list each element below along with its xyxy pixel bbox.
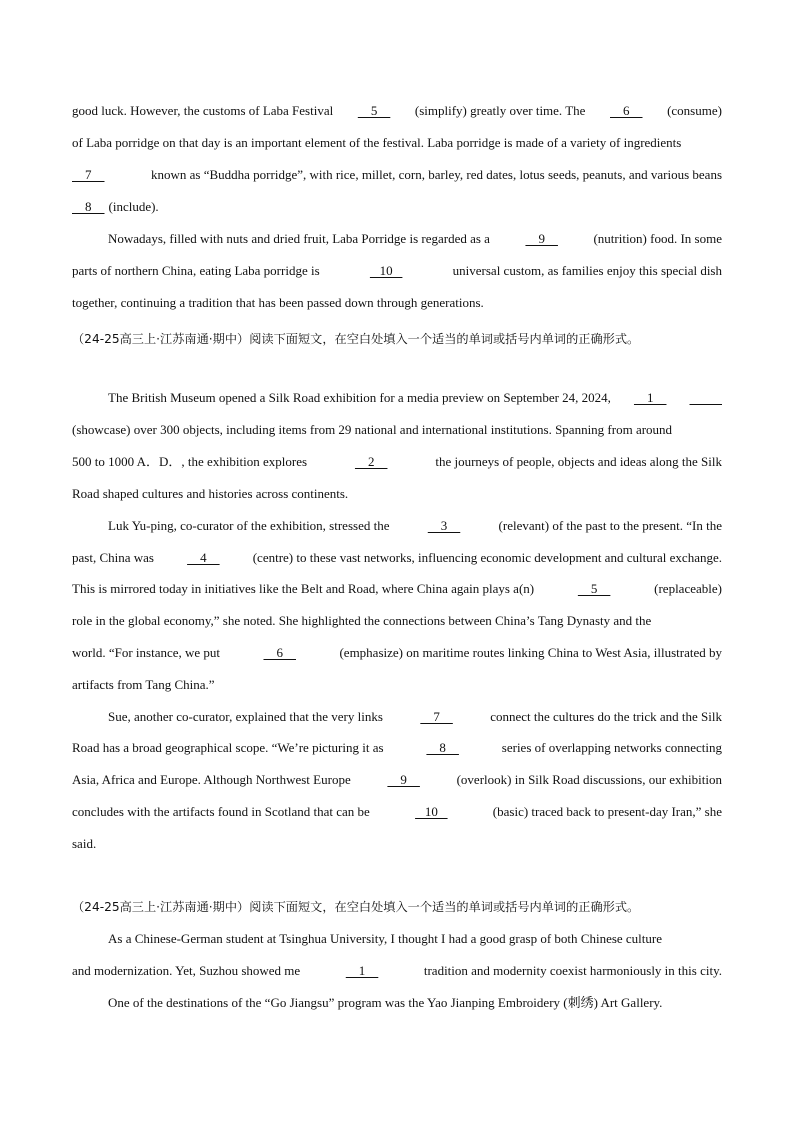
text-line xyxy=(72,771,722,789)
text-run: (include). xyxy=(108,199,159,214)
text-line xyxy=(72,739,722,757)
answer-blank[interactable]: 2 xyxy=(354,454,388,469)
text-run: (consume) xyxy=(667,103,722,118)
text-run: (overlook) in Silk Road discussions, our exhibition xyxy=(456,772,722,787)
text-line xyxy=(72,294,722,312)
text-run: known as “Buddha porridge”, with rice, millet, corn, barley, red dates, lotus seeds, peanuts, and various beans xyxy=(151,167,722,182)
answer-blank[interactable]: 9 xyxy=(525,231,558,246)
text-line xyxy=(72,549,722,567)
text-run: good luck. However, the customs of Laba Festival xyxy=(72,103,334,118)
text-run: connect the cultures do the trick and the Silk xyxy=(490,709,722,724)
answer-blank[interactable]: 5 xyxy=(357,103,391,118)
text-run: Road has a broad geographical scope. “We’re picturing it as xyxy=(72,740,384,755)
text-run: One of the destinations of the “Go Jiangsu” program was the Yao Jianping Embroidery (刺绣) Art Gallery. xyxy=(108,995,663,1010)
text-line xyxy=(72,102,722,120)
text-line xyxy=(108,517,722,535)
text-line xyxy=(72,835,722,853)
text-line xyxy=(72,962,722,980)
text-run: (simplify) greatly over time. The xyxy=(414,103,586,118)
text-line xyxy=(108,230,722,248)
text-line xyxy=(72,580,722,598)
text-run: Asia, Africa and Europe. Although Northwest Europe xyxy=(72,772,351,787)
answer-blank[interactable]: 8 xyxy=(426,740,459,755)
answer-blank[interactable]: 5 xyxy=(577,581,611,596)
text-run: (emphasize) on maritime routes linking China to West Asia, illustrated by xyxy=(339,645,722,660)
text-line xyxy=(72,166,722,184)
answer-blank[interactable]: 8 xyxy=(72,199,105,214)
text-run: role in the global economy,” she noted. She highlighted the connections between China’s Tang Dynasty and the xyxy=(72,613,652,628)
answer-blank[interactable]: 6 xyxy=(263,645,296,660)
text-line xyxy=(72,612,722,630)
text-line xyxy=(108,930,722,948)
text-run: (basic) traced back to present-day Iran,” she xyxy=(492,804,722,819)
text-line xyxy=(72,198,722,216)
text-run: the journeys of people, objects and ideas along the Silk xyxy=(435,454,722,469)
answer-blank[interactable]: 1 xyxy=(345,963,379,978)
text-line xyxy=(72,421,722,439)
answer-blank[interactable]: 9 xyxy=(387,772,420,787)
section-heading-suzhou: （24-25高三上·江苏南通·期中）阅读下面短文，在空白处填入一个适当的单词或括号内单词的正确形式。 xyxy=(72,900,640,914)
text-run: 500 to 1000 A．D．, the exhibition explores xyxy=(72,454,308,469)
text-run: series of overlapping networks connecting xyxy=(501,740,722,755)
text-line xyxy=(72,676,722,694)
text-run: (replaceable) xyxy=(654,581,722,596)
answer-blank[interactable]: 10 xyxy=(415,804,448,819)
answer-blank[interactable]: 7 xyxy=(72,167,105,182)
text-line xyxy=(108,389,722,407)
answer-blank[interactable]: 7 xyxy=(420,709,453,724)
text-run: world. “For instance, we put xyxy=(72,645,221,660)
text-run: (centre) to these vast networks, influencing economic development and cultural exchange. xyxy=(252,550,722,565)
text-run: universal custom, as families enjoy this special dish xyxy=(452,263,722,278)
section-heading-silk-road: （24-25高三上·江苏南通·期中）阅读下面短文，在空白处填入一个适当的单词或括号内单词的正确形式。 xyxy=(72,332,640,346)
answer-blank[interactable] xyxy=(690,389,723,407)
text-run: said. xyxy=(72,836,97,851)
text-run: (relevant) of the past to the present. “In the xyxy=(498,518,722,533)
answer-blank[interactable]: 3 xyxy=(427,518,461,533)
text-run: of Laba porridge on that day is an important element of the festival. Laba porridge is made of a variety of ingredients xyxy=(72,135,682,150)
text-run: (nutrition) food. In some xyxy=(593,231,722,246)
text-line xyxy=(72,485,722,503)
text-run: As a Chinese-German student at Tsinghua University, I thought I had a good grasp of both Chinese culture xyxy=(108,931,663,946)
answer-blank[interactable]: 6 xyxy=(610,103,643,118)
text-run: This is mirrored today in initiatives like the Belt and Road, where China again plays a(n) xyxy=(72,581,535,596)
text-run: tradition and modernity coexist harmoniously in this city. xyxy=(423,963,722,978)
text-run: (showcase) over 300 objects, including items from 29 national and international institutions. Spanning from around xyxy=(72,422,673,437)
text-run: Road shaped cultures and histories across continents. xyxy=(72,486,349,501)
text-line xyxy=(72,644,722,662)
text-run: artifacts from Tang China.” xyxy=(72,677,215,692)
text-run: together, continuing a tradition that has been passed down through generations. xyxy=(72,295,484,310)
text-run: parts of northern China, eating Laba porridge is xyxy=(72,263,320,278)
text-line xyxy=(108,994,722,1012)
text-run: past, China was xyxy=(72,550,154,565)
answer-blank[interactable]: 10 xyxy=(369,263,403,278)
text-line xyxy=(72,134,722,152)
text-run: and modernization. Yet, Suzhou showed me xyxy=(72,963,301,978)
text-run: The British Museum opened a Silk Road exhibition for a media preview on September 24, 2024, xyxy=(108,390,611,405)
text-line xyxy=(108,708,722,726)
text-run: Sue, another co-curator, explained that the very links xyxy=(108,709,383,724)
text-line xyxy=(72,803,722,821)
text-line xyxy=(72,262,722,280)
text-run: Luk Yu-ping, co-curator of the exhibition, stressed the xyxy=(108,518,390,533)
text-run: Nowadays, filled with nuts and dried fruit, Laba Porridge is regarded as a xyxy=(108,231,490,246)
answer-blank[interactable]: 1 xyxy=(633,390,667,405)
text-run: concludes with the artifacts found in Scotland that can be xyxy=(72,804,370,819)
answer-blank[interactable]: 4 xyxy=(187,550,220,565)
text-line xyxy=(72,453,722,471)
